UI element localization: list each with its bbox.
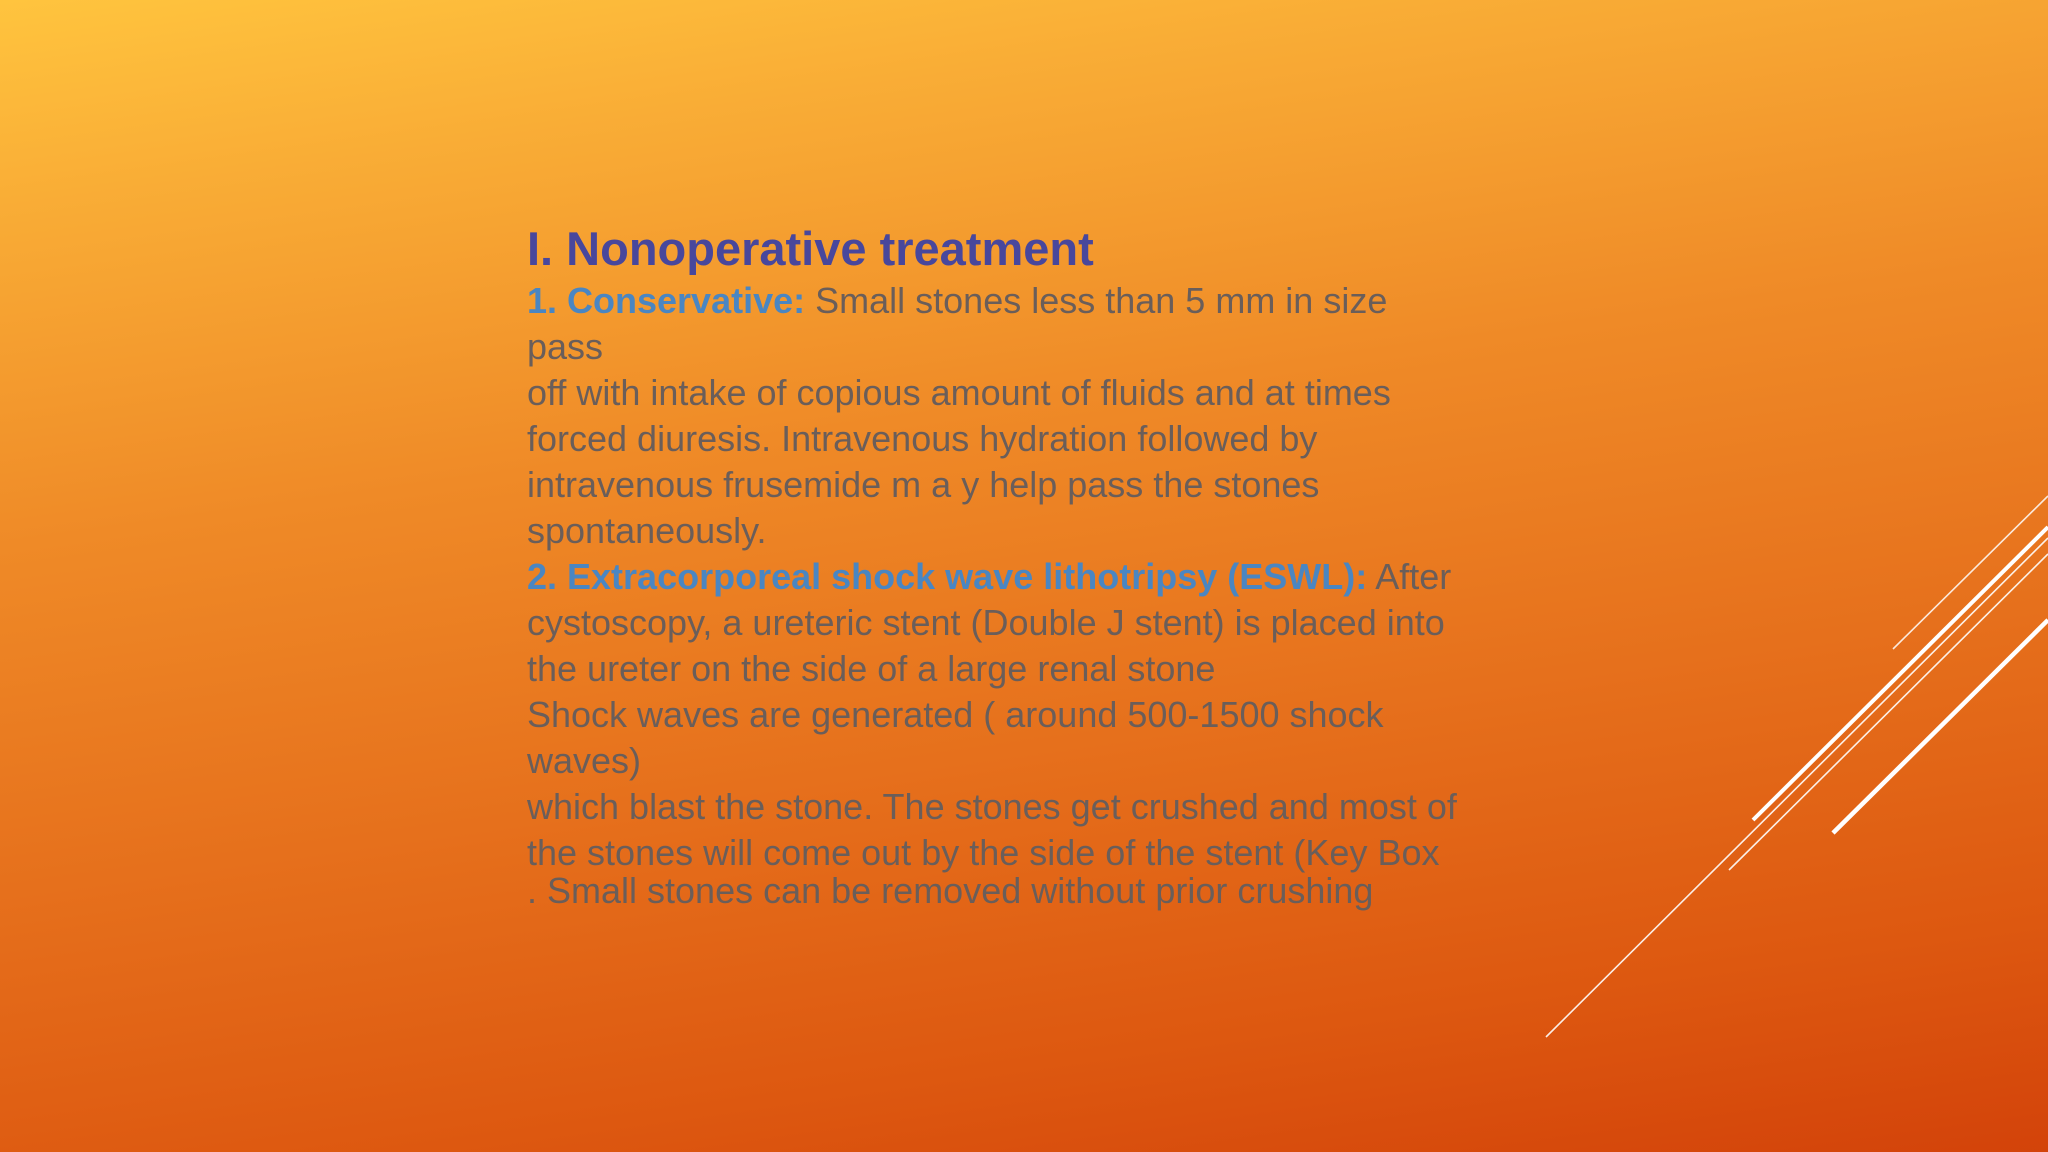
body-line: which blast the stone. The stones get crushed and most of (527, 786, 1457, 827)
decorative-line (1833, 620, 2048, 833)
body-line: Shock waves are generated ( around 500-1500 shock (527, 694, 1384, 735)
conservative-text: Small stones less than 5 mm in size (805, 280, 1388, 321)
body-line: forced diuresis. Intravenous hydration followed by (527, 418, 1318, 459)
eswl-line (527, 554, 1527, 600)
eswl-text: After (1367, 556, 1452, 597)
slide-body (527, 220, 1527, 914)
conservative-heading: 1. Conservative: (527, 280, 806, 321)
decorative-line (1753, 527, 2048, 820)
slide-title: I. Nonoperative treatment (527, 222, 1094, 275)
body-line: intravenous frusemide m a y help pass the stones (527, 464, 1320, 505)
body-line: the stones will come out by the side of the stent (Key Box (527, 832, 1440, 873)
body-line: the ureter on the side of a large renal stone (527, 648, 1216, 689)
decorative-line (1893, 496, 2048, 649)
decorative-line (1546, 538, 2048, 1037)
body-line: off with intake of copious amount of fluids and at times (527, 372, 1391, 413)
body-line: . Small stones can be removed without prior crushing (527, 870, 1374, 911)
body-line: spontaneously. (527, 510, 767, 551)
body-line: cystoscopy, a ureteric stent (Double J stent) is placed into (527, 602, 1445, 643)
conservative-line (527, 278, 1527, 324)
body-line: pass (527, 326, 604, 367)
eswl-heading: 2. Extracorporeal shock wave lithotripsy (ESWL): (527, 556, 1368, 597)
decorative-line (1729, 554, 2048, 870)
body-line: waves) (527, 740, 642, 781)
